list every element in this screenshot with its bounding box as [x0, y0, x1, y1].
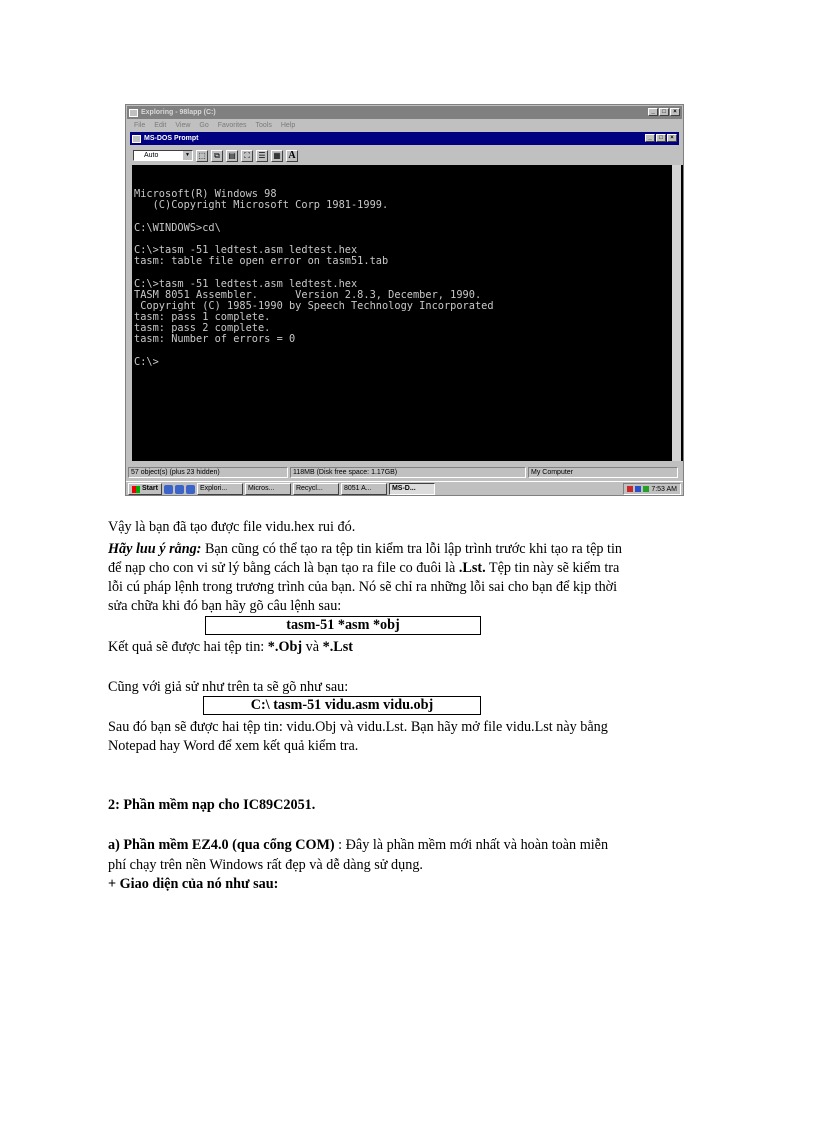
sub-a-line-2: phí chạy trên nền Windows rất đẹp và dễ dàng sử dụng. [108, 857, 423, 873]
start-label: Start [142, 485, 158, 492]
fullscreen-icon[interactable]: ⛶ [241, 150, 253, 162]
dos-prompt-screenshot [125, 104, 684, 496]
paragraph-line: Vậy là bạn đã tạo được file vidu.hex rui đó. [108, 519, 356, 535]
paste-icon[interactable]: ▤ [226, 150, 238, 162]
quick-launch-desktop-icon[interactable] [186, 485, 195, 494]
copy-icon[interactable]: ⧉ [211, 150, 223, 162]
explorer-titlebar [127, 106, 682, 119]
mark-icon[interactable]: ⬚ [196, 150, 208, 162]
command-box-2: C:\ tasm-51 vidu.asm vidu.obj [203, 696, 481, 715]
explorer-menubar [128, 120, 681, 131]
minimize-icon[interactable]: _ [648, 108, 658, 116]
console-output[interactable] [132, 165, 684, 461]
menu-go[interactable]: Go [199, 122, 209, 129]
after-line-2: Notepad hay Word để xem kết quả kiểm tra. [108, 738, 359, 754]
menu-file[interactable]: File [134, 122, 146, 129]
menu-tools[interactable]: Tools [255, 122, 272, 129]
console-line [134, 211, 684, 222]
after-line-1: Sau đó bạn sẽ được hai tệp tin: vidu.Obj và vidu.Lst. Bạn hãy mở file vidu.Lst này bằng [108, 719, 608, 735]
console-line: tasm: pass 1 complete. [134, 311, 271, 324]
interface-line: + Giao diện của nó như sau: [108, 876, 279, 892]
task-word[interactable]: Micros... [245, 483, 291, 495]
note-line-3: lỗi cú pháp lệnh trong trương trình của bạn. Nó sẽ chỉ ra những lỗi sai cho bạn để kịp thời [108, 579, 618, 595]
note-text: Bạn cũng có thể tạo ra tệp tin kiểm tra lỗi lập trình trước khi tạo ra tệp tin [201, 541, 623, 557]
tray-icon[interactable] [635, 486, 641, 492]
console-line: tasm: Number of errors = 0 [134, 333, 296, 346]
command-box-1: tasm-51 *asm *obj [205, 616, 481, 635]
clock: 7:53 AM [651, 485, 677, 493]
console-line: C:\>tasm -51 ledtest.asm ledtest.hex [134, 277, 358, 290]
font-icon[interactable]: A [286, 150, 298, 162]
explorer-statusbar [128, 467, 681, 478]
taskbar [126, 481, 683, 496]
console-line: C:\>tasm -51 ledtest.asm ledtest.hex [134, 243, 358, 256]
note-ext: .Lst. [458, 560, 486, 576]
close-icon[interactable]: × [670, 108, 680, 116]
console-line [134, 346, 684, 357]
menu-edit[interactable]: Edit [154, 122, 167, 129]
console-line: C:\> [134, 355, 159, 368]
console-line: (C)Copyright Microsoft Corp 1981-1999. [134, 199, 389, 212]
task-8051[interactable]: 8051 A... [341, 483, 387, 495]
quick-launch-ie-icon[interactable] [164, 485, 173, 494]
status-computer: My Computer [528, 467, 678, 478]
console-line: TASM 8051 Assembler. Version 2.8.3, December, 1990. [134, 288, 482, 301]
tray-icon[interactable] [643, 486, 649, 492]
dos-toolbar [130, 147, 679, 164]
result-line [108, 638, 698, 657]
console-line: tasm: table file open error on tasm51.tab [134, 255, 389, 268]
start-button[interactable] [128, 483, 162, 495]
note-line-4: sửa chữa khi đó bạn hãy gõ câu lệnh sau: [108, 598, 342, 614]
note-label: Hãy luu ý rằng: [108, 541, 202, 557]
explorer-title: Exploring - 98lapp (C:) [141, 109, 216, 116]
note-text: để nạp cho con vi sử lý bằng cách là bạn tạo ra file co đuôi là [108, 560, 459, 576]
status-objects: 57 object(s) (plus 23 hidden) [128, 467, 288, 478]
section-heading: 2: Phần mềm nạp cho IC89C2051. [108, 797, 316, 813]
chevron-down-icon: ▼ [183, 151, 192, 160]
dos-close-icon[interactable]: × [667, 134, 677, 142]
properties-icon[interactable]: ☰ [256, 150, 268, 162]
maximize-icon[interactable]: □ [659, 108, 669, 116]
sub-a-label: a) Phần mềm EZ4.0 (qua cổng COM) [108, 837, 339, 853]
result-ext-lst: *.Lst [322, 639, 353, 655]
tray-icon[interactable] [627, 486, 633, 492]
font-size-select[interactable] [133, 150, 193, 161]
menu-help[interactable]: Help [280, 122, 296, 129]
example-line: Cũng với giả sử như trên ta sẽ gõ như sau: [108, 679, 349, 695]
console-line: C:\WINDOWS>cd\ [134, 221, 221, 234]
windows-flag-icon [132, 486, 140, 493]
dos-title: MS-DOS Prompt [144, 135, 199, 142]
menu-favorites[interactable]: Favorites [217, 122, 247, 129]
note-line-2 [108, 559, 698, 578]
task-ms-dos[interactable]: MS-D... [389, 483, 435, 495]
dos-icon [132, 135, 141, 143]
folder-icon [129, 109, 138, 117]
task-recycle[interactable]: Recycl... [293, 483, 339, 495]
dos-maximize-icon[interactable]: □ [656, 134, 666, 142]
console-line: tasm: pass 2 complete. [134, 322, 271, 335]
status-disk: 118MB (Disk free space: 1.17GB) [290, 467, 526, 478]
dos-minimize-icon[interactable]: _ [645, 134, 655, 142]
note-text: Tệp tin này sẽ kiểm tra [485, 560, 620, 576]
dos-titlebar [130, 132, 679, 145]
sub-a-text: : Đây là phần mềm mới nhất và hoàn toàn miễn [338, 837, 609, 853]
quick-launch-outlook-icon[interactable] [175, 485, 184, 494]
result-ext-obj: *.Obj [267, 639, 303, 655]
sub-a-line-1 [108, 836, 698, 855]
explorer-scrollbar[interactable] [672, 165, 681, 461]
result-text: và [302, 639, 323, 655]
note-line-1 [108, 540, 698, 559]
system-tray [623, 483, 681, 495]
result-text: Kết quả sẽ được hai tệp tin: [108, 639, 268, 655]
console-line: Microsoft(R) Windows 98 [134, 188, 277, 200]
font-size-value: Auto [144, 152, 159, 159]
task-explorer[interactable]: Explori... [197, 483, 243, 495]
console-line [134, 267, 684, 278]
menu-view[interactable]: View [175, 122, 191, 129]
console-line: Copyright (C) 1985-1990 by Speech Technology Incorporated [134, 299, 494, 312]
background-icon[interactable]: ▦ [271, 150, 283, 162]
